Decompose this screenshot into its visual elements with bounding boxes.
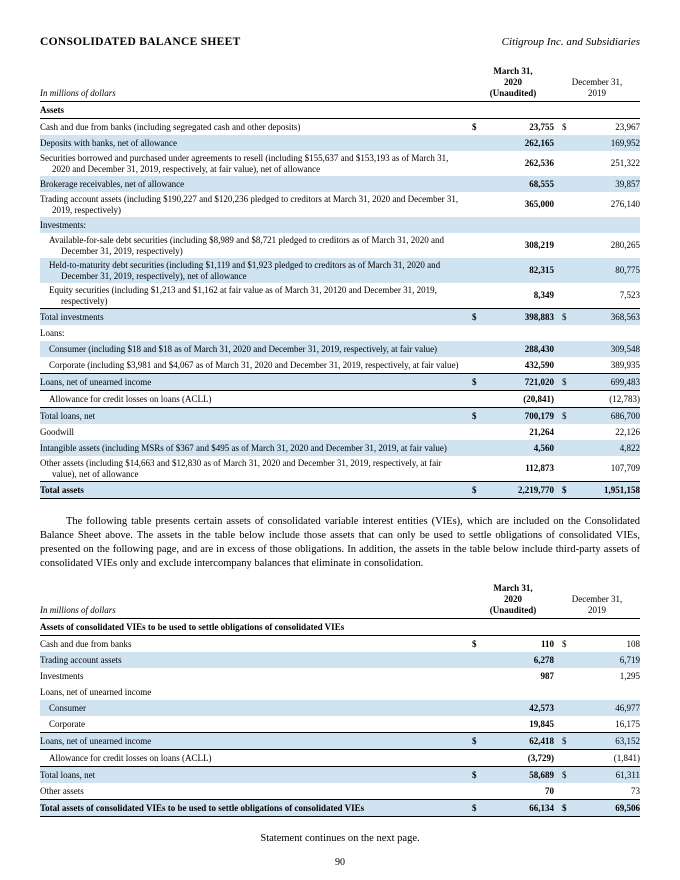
- value-2019: 1,951,158: [604, 484, 640, 495]
- value-2020: 432,590: [524, 359, 554, 370]
- value-2020: 70: [545, 785, 554, 796]
- value-2020: 6,278: [533, 654, 554, 665]
- table-row: [40, 652, 640, 668]
- value-2019: 280,265: [610, 240, 640, 250]
- value-2020: 700,179: [524, 410, 554, 421]
- row-label: Trading account assets: [40, 654, 122, 665]
- value-2020: 4,560: [533, 442, 554, 453]
- row-label: Allowance for credit losses on loans (ACLL): [49, 752, 212, 763]
- value-2019: 108: [626, 638, 640, 649]
- dollar-sign: $: [562, 311, 567, 322]
- table-row: [40, 151, 640, 176]
- row-label: Consumer: [49, 702, 86, 713]
- row-label: Goodwill: [40, 426, 75, 437]
- value-2020: 82,315: [529, 265, 554, 275]
- column-header-march-31-2020: March 31, 2020 (Unaudited): [489, 66, 537, 98]
- page-number: 90: [335, 857, 345, 868]
- value-2019: 23,967: [615, 121, 640, 132]
- row-label: Loans, net of unearned income: [40, 376, 152, 387]
- table-row: [40, 391, 640, 407]
- table-row: [40, 783, 640, 799]
- table-row: [40, 233, 640, 258]
- dollar-sign: $: [472, 484, 477, 495]
- dollar-sign: $: [472, 802, 477, 813]
- value-2020: 66,134: [529, 802, 554, 813]
- table-row: [40, 716, 640, 732]
- value-2019: 368,563: [610, 311, 640, 322]
- row-label: Assets of consolidated VIEs to be used to settle obligations of consolidated VIEs: [40, 621, 345, 632]
- value-2020: 288,430: [524, 343, 554, 354]
- value-2019: 6,719: [619, 654, 640, 665]
- continuation-note: Statement continues on the next page.: [260, 833, 420, 844]
- value-2019: 276,140: [610, 199, 640, 209]
- row-label: Total assets of consolidated VIEs to be used to settle obligations of consolidated VIEs: [40, 802, 365, 813]
- table-row: [40, 668, 640, 684]
- value-2019: 63,152: [615, 735, 640, 746]
- dollar-sign: $: [472, 735, 477, 746]
- in-millions-label: In millions of dollars: [40, 88, 116, 98]
- value-2020: 110: [540, 638, 554, 649]
- value-2019: 80,775: [615, 265, 640, 275]
- value-2020: 58,689: [529, 769, 554, 780]
- vie-explanatory-paragraph: The following table presents certain assets of consolidated variable interest entities (VIEs), which are included on the Consolidated Balance Sheet above. The assets in the table below include those assets that can only be used to settle obligations of consolidated VIEs, presented on the following page, and are in excess of those obligations. In addition, the assets in the table below include third-party assets of consolidated VIEs only and exclude intercompany balances that eliminate in consolidation.: [40, 516, 640, 569]
- dollar-sign: $: [562, 410, 567, 421]
- row-label: Loans:: [40, 327, 65, 338]
- value-2019: 107,709: [610, 463, 640, 473]
- value-2019: 309,548: [610, 343, 640, 354]
- table-row: [40, 325, 640, 341]
- page-title: CONSOLIDATED BALANCE SHEET: [40, 36, 241, 48]
- table-row: [40, 217, 640, 233]
- dollar-sign: $: [472, 121, 477, 132]
- dollar-sign: $: [562, 121, 567, 132]
- value-2020: 112,873: [525, 463, 554, 473]
- table-row: [40, 732, 640, 750]
- value-2020: 42,573: [529, 702, 554, 713]
- row-label: Consumer (including $18 and $18 as of March 31, 2020 and December 31, 2019, respectively, at fair value): [49, 343, 438, 354]
- value-2020: 308,219: [524, 240, 554, 250]
- value-2020: 398,883: [524, 311, 554, 322]
- value-2019: 22,126: [615, 426, 640, 437]
- row-label: Total loans, net: [40, 410, 96, 421]
- company-subtitle: Citigroup Inc. and Subsidiaries: [501, 36, 640, 48]
- value-2020: (20,841): [523, 393, 554, 404]
- column-header-december-31-2019: December 31, 2019: [571, 594, 623, 615]
- dollar-sign: $: [472, 410, 477, 421]
- vie-assets-column-headers: [40, 583, 640, 619]
- dollar-sign: $: [472, 638, 477, 649]
- value-2019: 1,295: [619, 670, 640, 681]
- row-label: Intangible assets (including MSRs of $367 and $495 as of March 31, 2020 and December 31, 2019, at fair value): [40, 442, 447, 453]
- value-2020: 23,755: [529, 121, 554, 132]
- row-label: Other assets: [40, 785, 84, 796]
- value-2019: 389,935: [610, 359, 640, 370]
- value-2019: (1,841): [613, 752, 640, 763]
- value-2019: 251,322: [610, 158, 640, 168]
- value-2020: 987: [540, 670, 554, 681]
- value-2020: 21,264: [529, 426, 554, 437]
- table-row: [40, 619, 640, 636]
- table-row: [40, 176, 640, 192]
- table-row: [40, 357, 640, 373]
- table-row: [40, 258, 640, 283]
- value-2019: 686,700: [610, 410, 640, 421]
- page-header: [40, 36, 640, 48]
- row-label: Assets: [40, 104, 64, 115]
- row-label: Investments:: [40, 219, 86, 230]
- value-2020: 8,349: [533, 290, 554, 300]
- value-2019: 73: [631, 785, 640, 796]
- value-2020: 721,020: [524, 376, 554, 387]
- table-row: [40, 481, 640, 499]
- value-2020: 19,845: [529, 718, 554, 729]
- table-row: [40, 799, 640, 817]
- row-label: Cash and due from banks: [40, 638, 132, 649]
- table-row: [40, 684, 640, 700]
- value-2019: 46,977: [615, 702, 640, 713]
- value-2019: 169,952: [610, 137, 640, 148]
- dollar-sign: $: [562, 376, 567, 387]
- table-row: [40, 135, 640, 151]
- table-row: [40, 102, 640, 119]
- row-label: Securities borrowed and purchased under agreements to resell (including $155,637 and $153,193 as of March 31, 2020 and December 31, 2019, respectively, at fair value), net of allowance: [40, 152, 449, 174]
- table-row: [40, 424, 640, 440]
- value-2019: 16,175: [615, 718, 640, 729]
- table-row: [40, 750, 640, 766]
- row-label: Corporate: [49, 718, 85, 729]
- row-label: Total investments: [40, 311, 104, 322]
- value-2019: (12,783): [609, 393, 640, 404]
- value-2019: 69,506: [615, 802, 640, 813]
- table-row: [40, 341, 640, 357]
- table-row: [40, 373, 640, 391]
- table-row: [40, 440, 640, 456]
- dollar-sign: $: [562, 802, 567, 813]
- table-row: [40, 407, 640, 424]
- table-row: [40, 308, 640, 325]
- table-row: [40, 766, 640, 783]
- value-2020: 68,555: [529, 178, 554, 189]
- value-2019: 7,523: [619, 290, 640, 300]
- table-row: [40, 456, 640, 481]
- value-2020: 2,219,770: [518, 484, 554, 495]
- row-label: Other assets (including $14,663 and $12,830 as of March 31, 2020 and December 31, 2019, respectively, at fair value), net of allowance: [40, 457, 442, 479]
- dollar-sign: $: [562, 769, 567, 780]
- value-2019: 4,822: [619, 442, 640, 453]
- table-row: [40, 636, 640, 652]
- row-label: Total assets: [40, 484, 84, 495]
- table-row: [40, 700, 640, 716]
- row-label: Cash and due from banks (including segregated cash and other deposits): [40, 121, 301, 132]
- value-2019: 61,311: [615, 769, 640, 780]
- vie-assets-table: [40, 583, 640, 817]
- dollar-sign: $: [472, 769, 477, 780]
- dollar-sign: $: [472, 311, 477, 322]
- table-row: [40, 119, 640, 135]
- value-2019: 39,857: [615, 178, 640, 189]
- column-header-march-31-2020: March 31, 2020 (Unaudited): [489, 583, 537, 615]
- row-label: Equity securities (including $1,213 and $1,162 at fair value as of March 31, 20120 and December 31, 2019, respectively): [49, 284, 437, 306]
- table-row: [40, 283, 640, 308]
- dollar-sign: $: [562, 735, 567, 746]
- dollar-sign: $: [562, 484, 567, 495]
- row-label: Loans, net of unearned income: [40, 735, 152, 746]
- dollar-sign: $: [472, 376, 477, 387]
- dollar-sign: $: [562, 638, 567, 649]
- value-2020: 262,536: [524, 158, 554, 168]
- row-label: Allowance for credit losses on loans (ACLL): [49, 393, 212, 404]
- value-2020: 262,165: [524, 137, 554, 148]
- row-label: Total loans, net: [40, 769, 96, 780]
- row-label: Available-for-sale debt securities (including $8,989 and $8,721 pledged to creditors as of March 31, 2020 and December 31, 2019, respectively): [49, 234, 445, 256]
- row-label: Trading account assets (including $190,227 and $120,236 pledged to creditors at March 31, 2020 and December 31, 2019, respectively): [40, 193, 459, 215]
- value-2020: 62,418: [529, 735, 554, 746]
- row-label: Loans, net of unearned income: [40, 686, 152, 697]
- column-header-december-31-2019: December 31, 2019: [571, 77, 623, 98]
- balance-sheet-column-headers: [40, 66, 640, 102]
- row-label: Corporate (including $3,981 and $4,067 as of March 31, 2020 and December 31, 2019, respectively, at fair value): [49, 359, 459, 370]
- row-label: Held-to-maturity debt securities (including $1,119 and $1,923 pledged to creditors as of March 31, 2020 and December 31, 2019, respectively), net of allowance: [49, 259, 441, 281]
- value-2019: 699,483: [610, 376, 640, 387]
- row-label: Deposits with banks, net of allowance: [40, 137, 177, 148]
- value-2020: 365,000: [524, 199, 554, 209]
- in-millions-label: In millions of dollars: [40, 605, 116, 615]
- value-2020: (3,729): [527, 752, 554, 763]
- row-label: Investments: [40, 670, 84, 681]
- balance-sheet-table: [40, 66, 640, 499]
- row-label: Brokerage receivables, net of allowance: [40, 178, 185, 189]
- table-row: [40, 192, 640, 217]
